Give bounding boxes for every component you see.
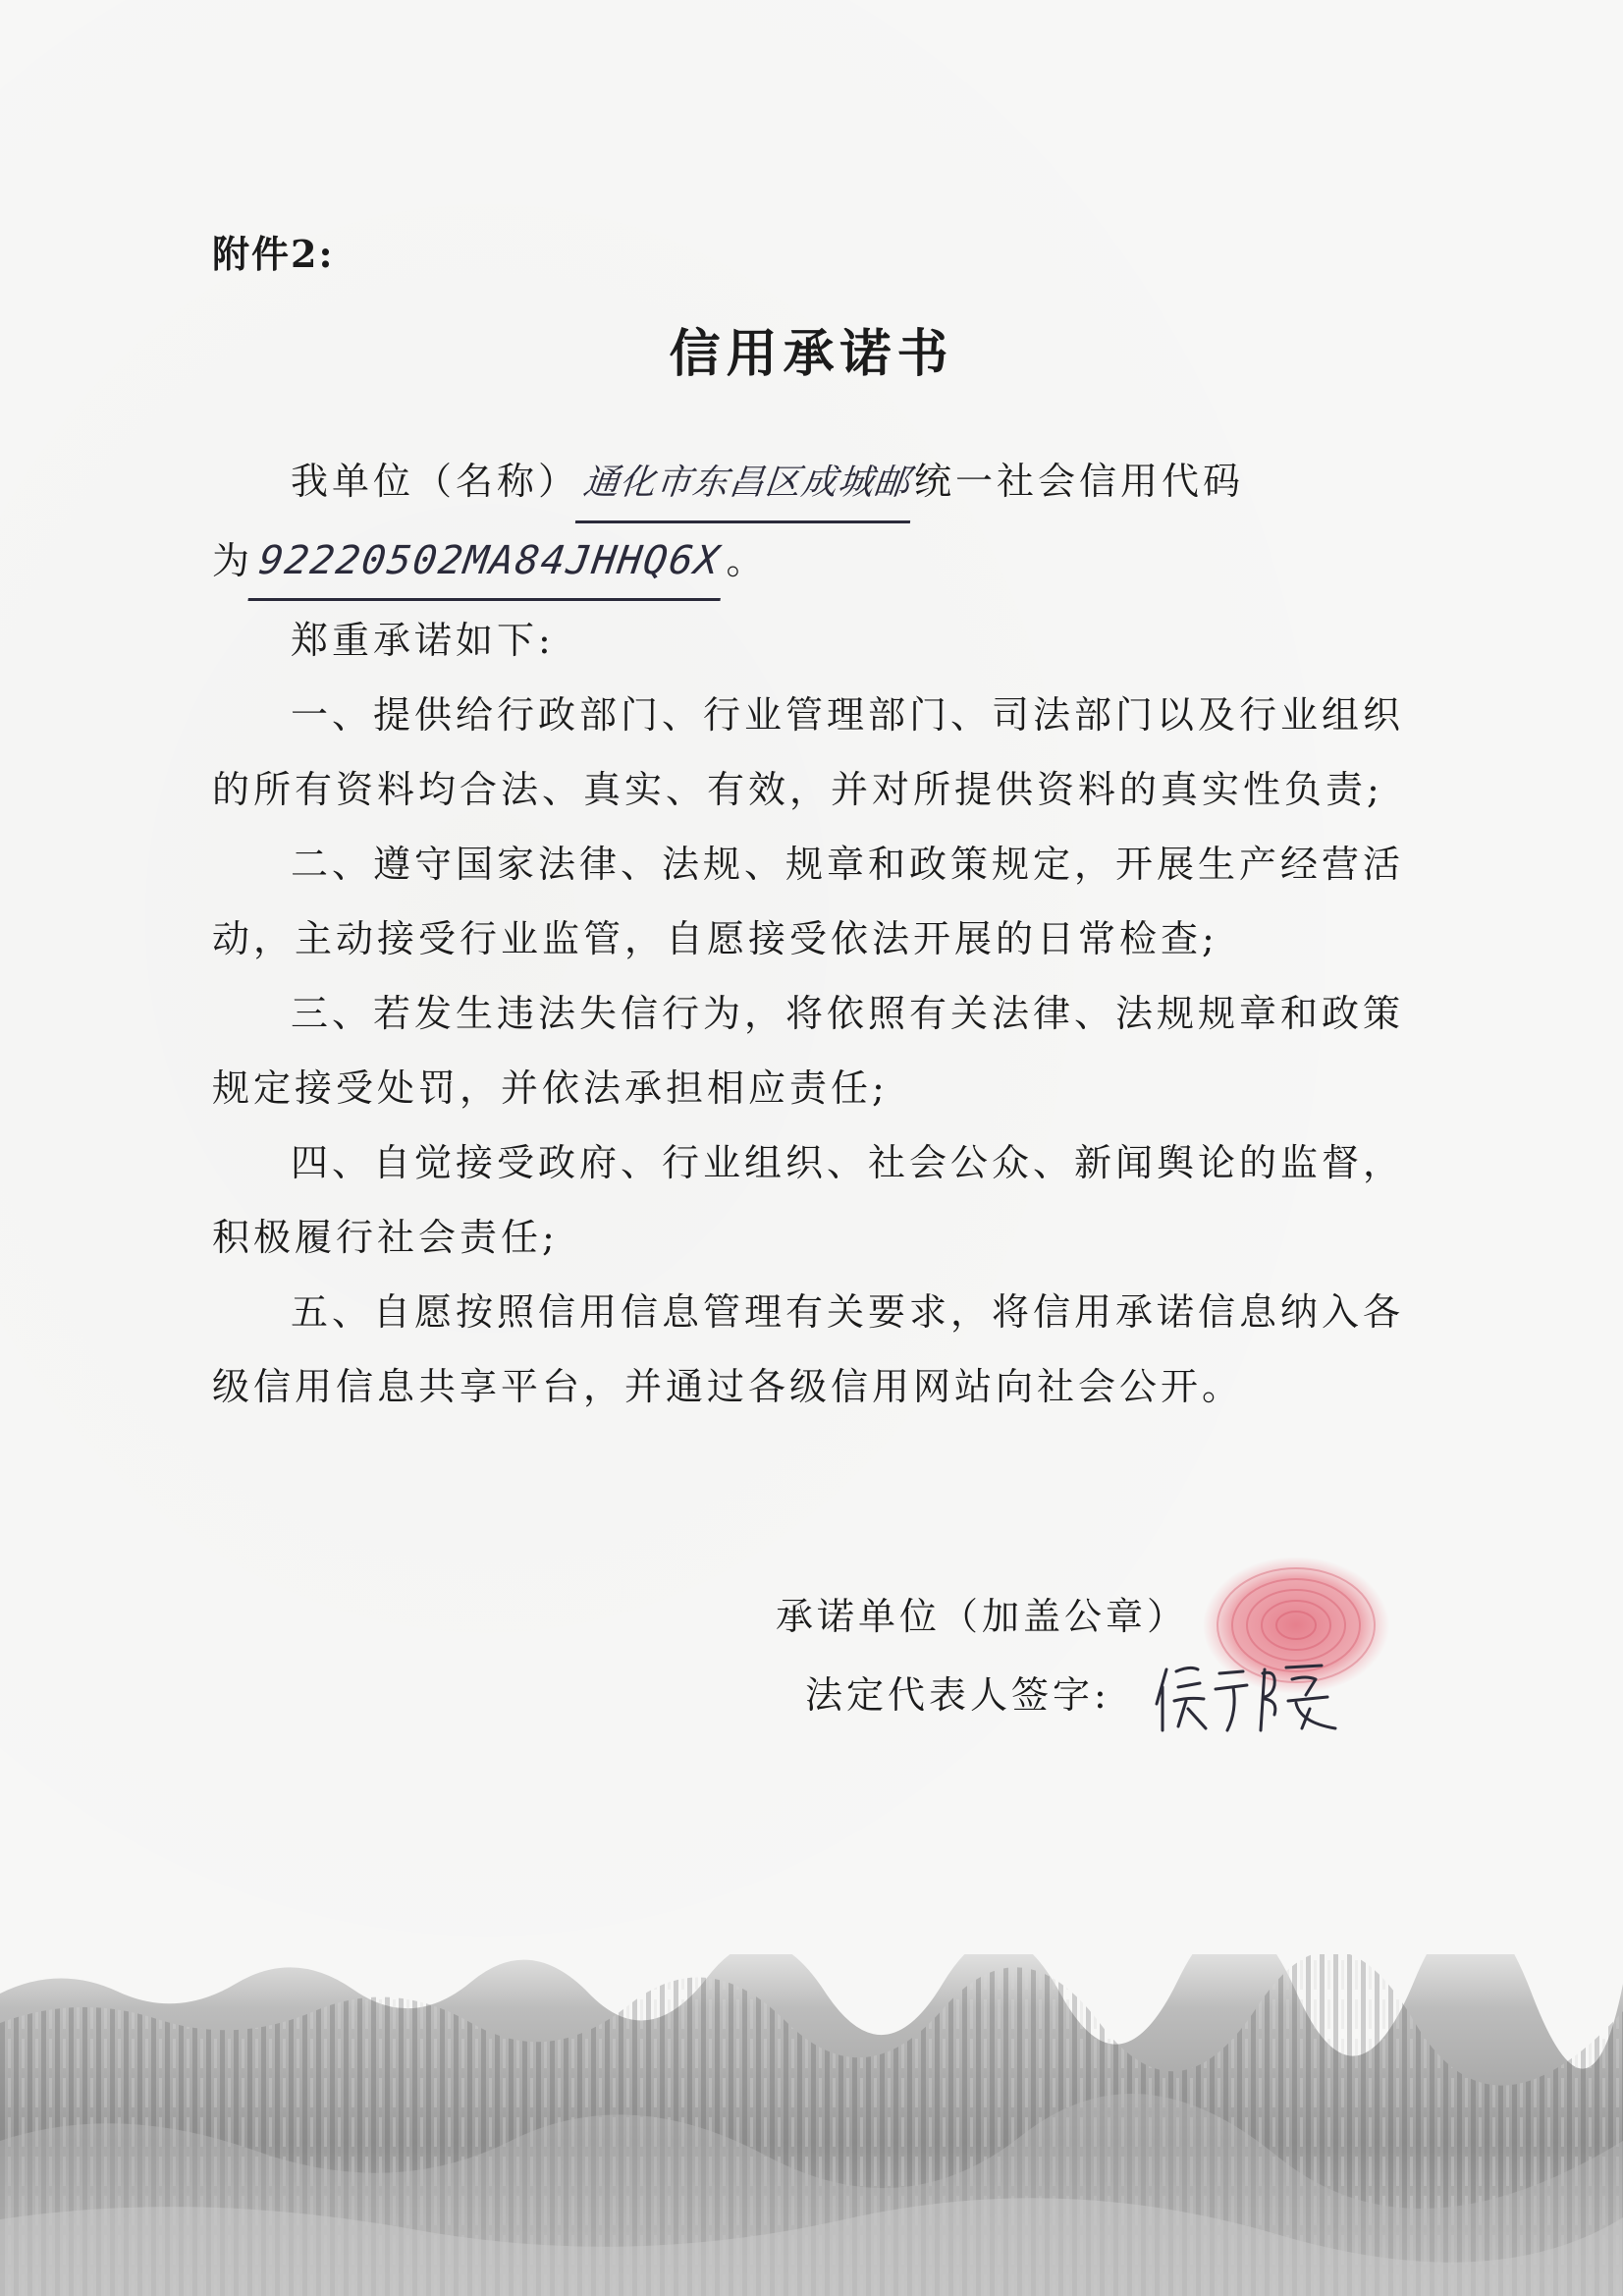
pledge-1-line-2: 的所有资料均合法、真实、有效，并对所提供资料的真实性负责; bbox=[212, 768, 1383, 811]
pledge-intro: 郑重承诺如下: bbox=[291, 619, 555, 662]
intro-prefix: 我单位（名称） bbox=[291, 460, 580, 503]
signature-block bbox=[776, 1577, 1188, 1734]
pledge-4-line-1: 四、自觉接受政府、行业组织、社会公众、新闻舆论的监督， bbox=[291, 1141, 1405, 1184]
attachment-label: 附件2: bbox=[212, 232, 335, 276]
pledge-list bbox=[212, 678, 1410, 1424]
signatory-unit-label: 承诺单位（加盖公章） bbox=[776, 1595, 1189, 1638]
intro-paragraph bbox=[212, 444, 1410, 601]
handwritten-credit-code: 92220502MA84JHHQ6X bbox=[247, 523, 731, 601]
handwritten-signature bbox=[1149, 1650, 1345, 1738]
pledge-3-line-1: 三、若发生违法失信行为，将依照有关法律、法规规章和政策 bbox=[291, 992, 1405, 1035]
intro-middle: 统一社会信用代码 bbox=[914, 460, 1245, 503]
pledge-4-line-2: 积极履行社会责任; bbox=[212, 1216, 559, 1259]
intro-line-1 bbox=[212, 444, 1410, 523]
decorative-footer-band bbox=[0, 1954, 1623, 2296]
pledge-3-line-2: 规定接受处罚，并依法承担相应责任; bbox=[212, 1066, 889, 1110]
pledge-5-line-1: 五、自愿按照信用信息管理有关要求，将信用承诺信息纳入各 bbox=[291, 1290, 1405, 1334]
intro-line-2 bbox=[212, 523, 1410, 601]
pledge-1-line-1: 一、提供给行政部门、行业管理部门、司法部门以及行业组织 bbox=[291, 693, 1405, 737]
document-title: 信用承诺书 bbox=[669, 324, 954, 384]
legal-rep-label: 法定代表人签字: bbox=[805, 1673, 1110, 1717]
pledge-5-line-2: 级信用信息共享平台，并通过各级信用网站向社会公开。 bbox=[212, 1365, 1244, 1408]
pledge-2-line-2: 动，主动接受行业监管，自愿接受依法开展的日常检查; bbox=[212, 917, 1218, 960]
pledge-2-line-1: 二、遵守国家法律、法规、规章和政策规定，开展生产经营活 bbox=[291, 843, 1405, 886]
code-prefix: 为 bbox=[212, 539, 254, 582]
handwritten-unit-name: 通化市东昌区成城邮 bbox=[575, 446, 918, 523]
code-suffix: 。 bbox=[726, 539, 768, 582]
